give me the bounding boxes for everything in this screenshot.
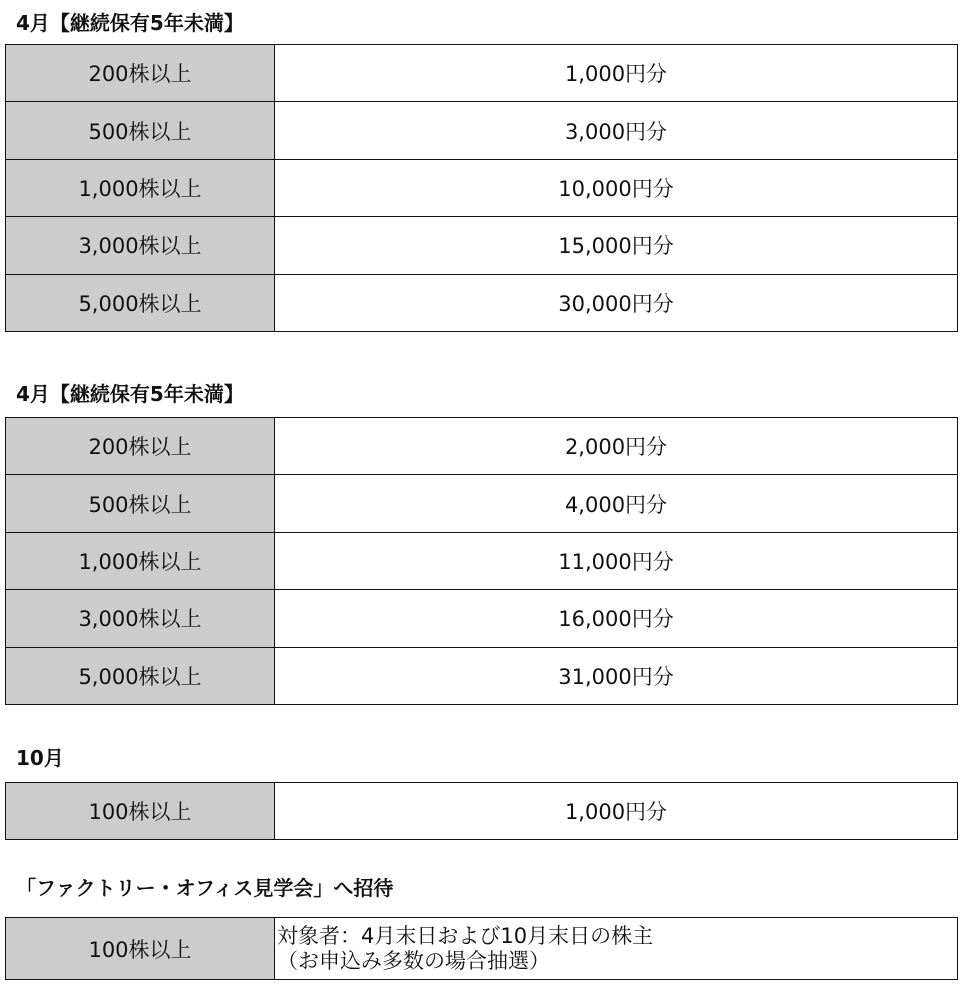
shares-cell: 5,000株以上 [6,274,275,331]
invitation-table [5,917,958,980]
benefit-cell: 16,000円分 [275,590,958,647]
eligibility-line: 対象者：4月末日および10月末日の株主 [277,923,654,948]
table-row [6,274,958,331]
shares-cell: 100株以上 [6,783,275,840]
benefit-cell: 15,000円分 [275,217,958,274]
section-title-april-2: 4月【継続保有5年未満】 [16,382,244,406]
table-row [6,590,958,647]
shares-cell: 3,000株以上 [6,590,275,647]
table-row [6,217,958,274]
benefit-cell: 31,000円分 [275,647,958,704]
shares-cell: 5,000株以上 [6,647,275,704]
benefit-cell: 2,000円分 [275,418,958,475]
table-row [6,102,958,159]
lottery-note: （お申込み多数の場合抽選） [277,948,550,973]
shares-cell: 200株以上 [6,418,275,475]
benefit-cell: 4,000円分 [275,475,958,532]
table-row [6,918,958,980]
table-row [6,783,958,840]
benefit-cell: 10,000円分 [275,159,958,216]
shares-cell: 100株以上 [6,918,275,980]
shares-cell: 500株以上 [6,475,275,532]
shares-cell: 500株以上 [6,102,275,159]
eligibility-cell [275,918,958,980]
table-row [6,647,958,704]
section-title-october: 10月 [16,746,64,770]
benefit-table-april-2 [5,417,958,705]
benefit-table-october [5,782,958,840]
shares-cell: 1,000株以上 [6,532,275,589]
benefit-cell: 11,000円分 [275,532,958,589]
table-row [6,159,958,216]
shares-cell: 200株以上 [6,45,275,102]
invitation-title: 「ファクトリー・オフィス見学会」へ招待 [16,876,394,900]
benefit-cell: 1,000円分 [275,783,958,840]
table-row [6,45,958,102]
shares-cell: 1,000株以上 [6,159,275,216]
benefit-cell: 30,000円分 [275,274,958,331]
table-row [6,475,958,532]
table-row [6,418,958,475]
benefit-cell: 3,000円分 [275,102,958,159]
benefit-cell: 1,000円分 [275,45,958,102]
section-title-april-1: 4月【継続保有5年未満】 [16,11,244,35]
table-row [6,532,958,589]
shares-cell: 3,000株以上 [6,217,275,274]
benefit-table-april-1 [5,44,958,332]
